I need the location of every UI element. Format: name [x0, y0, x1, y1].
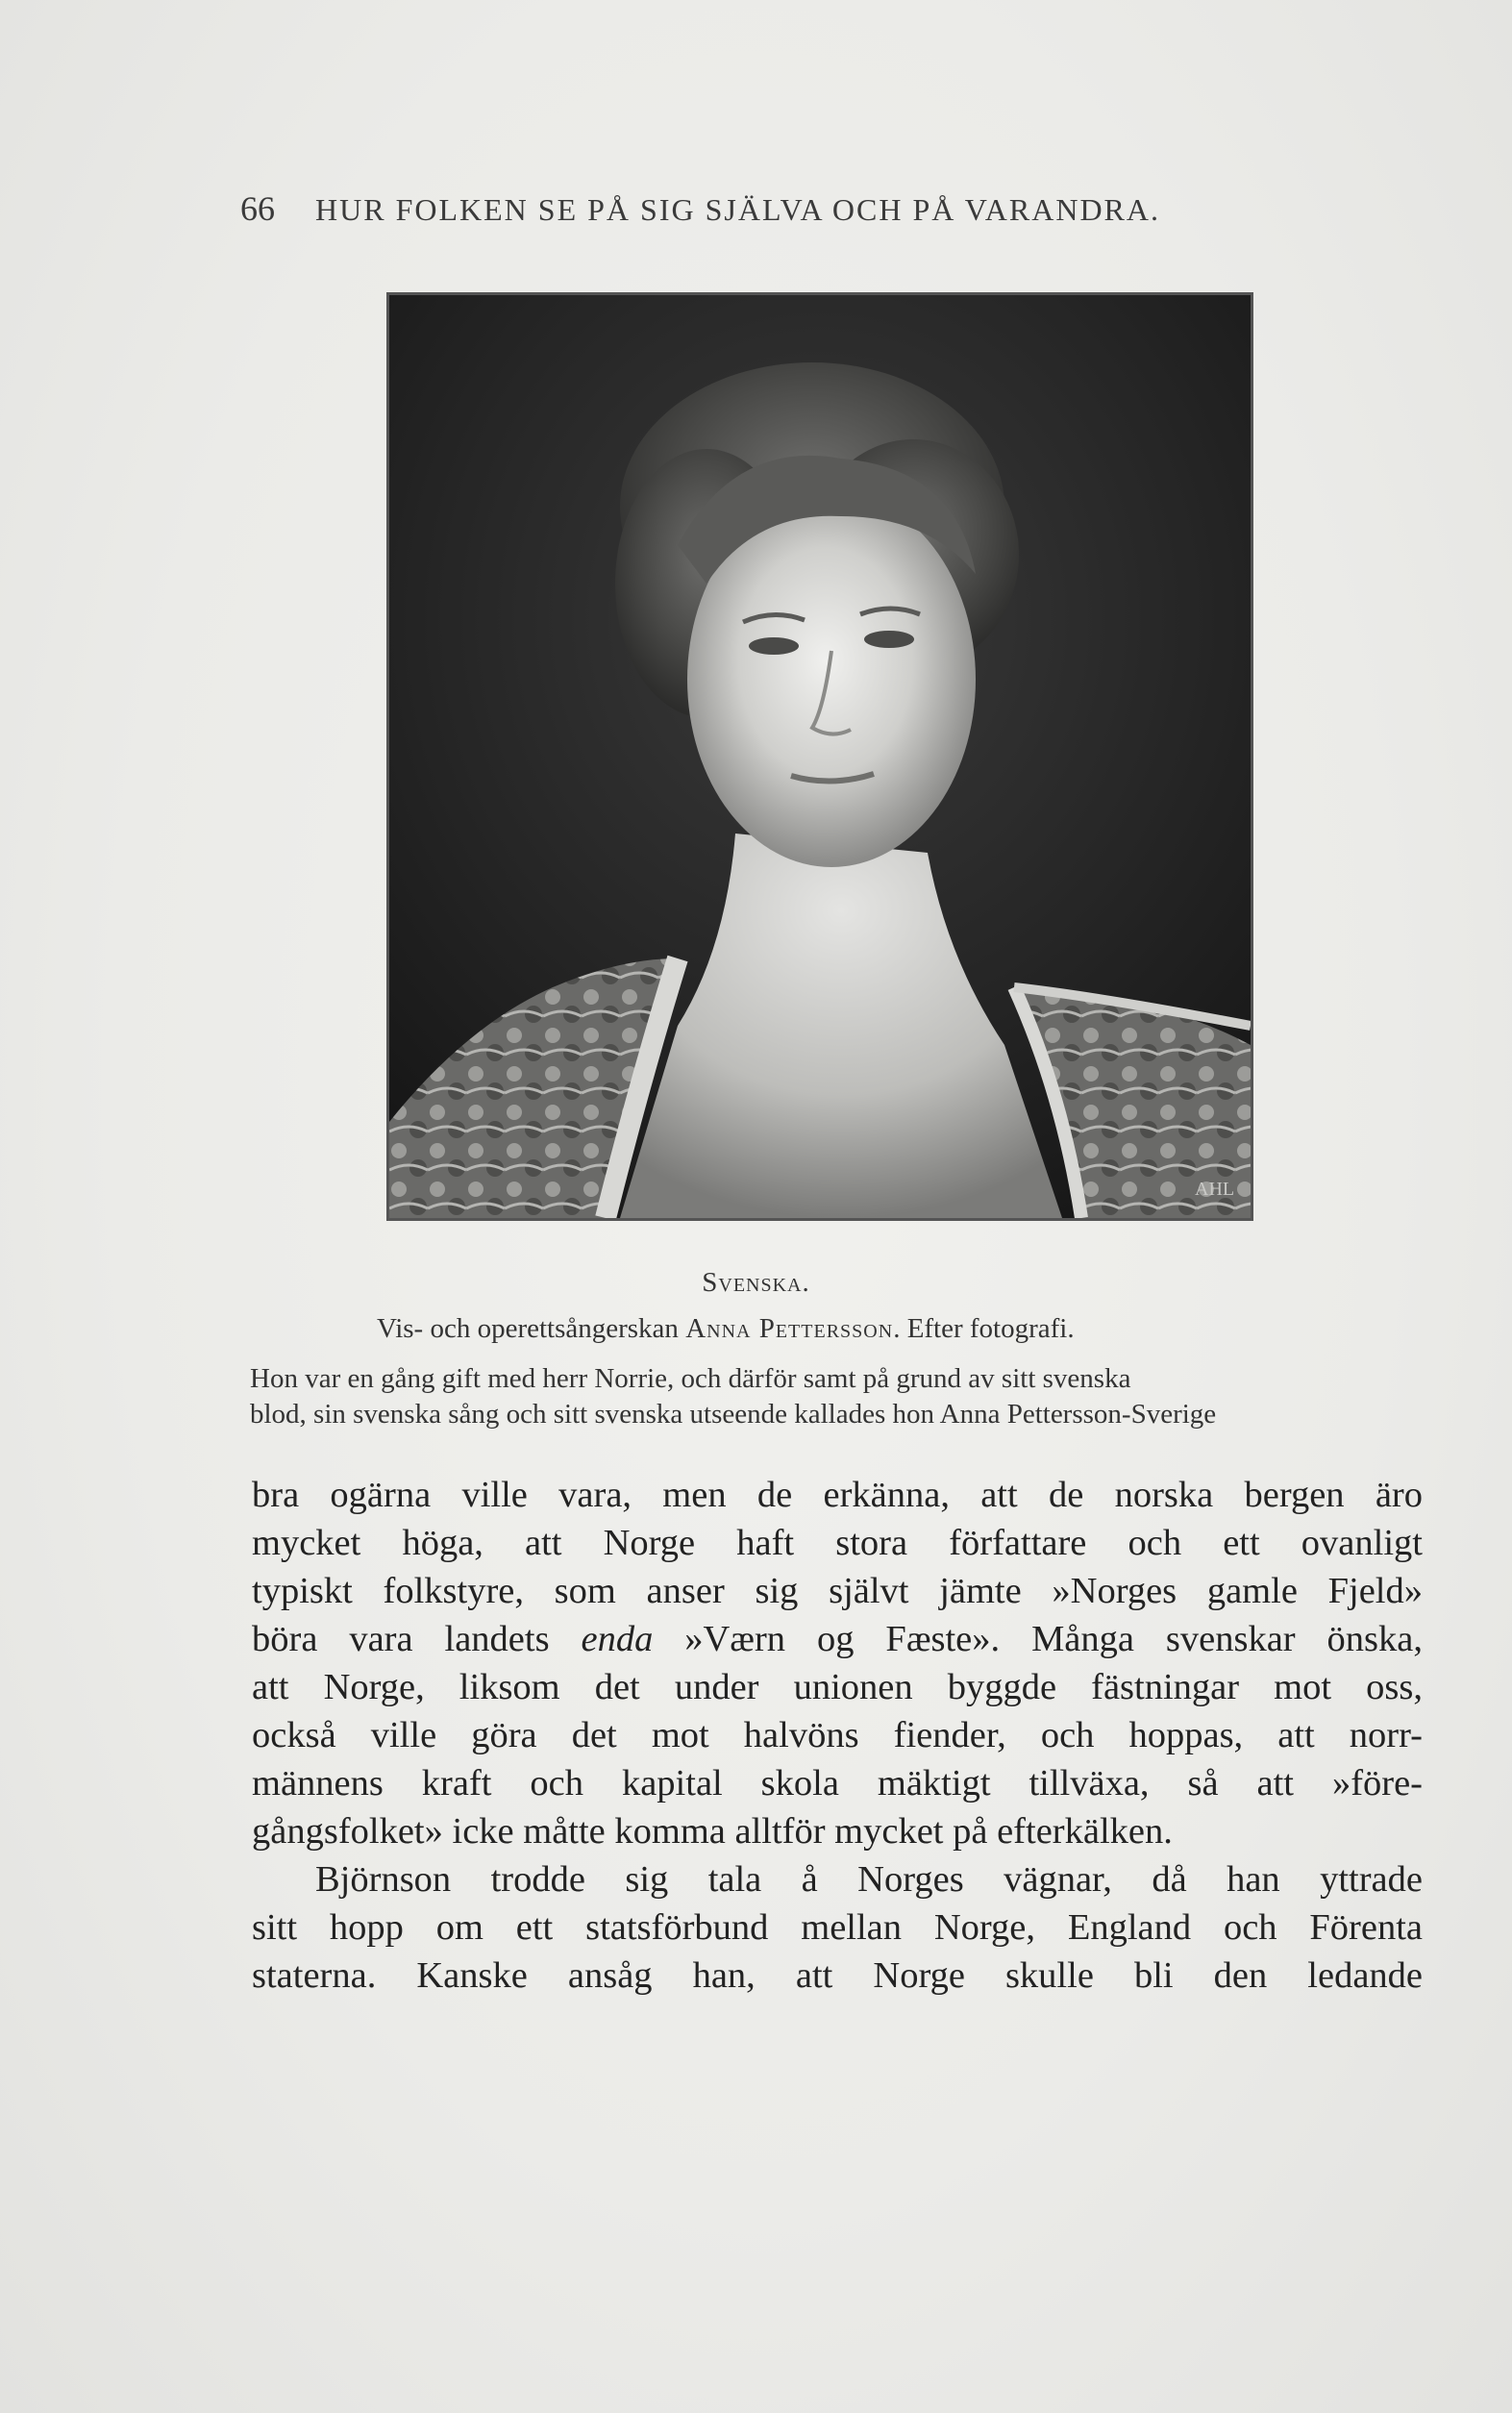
portrait-photograph — [386, 292, 1253, 1221]
caption-credit-post: . Efter fotografi. — [893, 1313, 1075, 1344]
body-line-11: staterna. Kanske ansåg han, att Norge skulle bli den ledande — [252, 1955, 1423, 1996]
photographer-monogram: AHL — [1195, 1179, 1235, 1200]
body-line-4-emphasis: enda — [581, 1619, 654, 1659]
body-line-6: också ville göra det mot halvöns fiender, och hoppas, att norr- — [252, 1715, 1423, 1755]
body-line-4-post: »Værn og Fæste». Många svenskar önska, — [653, 1619, 1423, 1659]
body-line-5: att Norge, liksom det under unionen byggde fästningar mot oss, — [252, 1667, 1423, 1707]
body-line-7: männens kraft och kapital skola mäktigt tillväxa, så att »före- — [252, 1763, 1423, 1804]
portrait-image — [389, 295, 1251, 1218]
figure-caption-note-line-2: blod, sin svenska sång och sitt svenska utseende kallades hon Anna Pettersson-Sverige — [250, 1399, 1217, 1430]
body-text — [252, 1471, 1423, 2000]
body-line-10: sitt hopp om ett statsförbund mellan Norge, England och Förenta — [252, 1907, 1423, 1948]
body-line-2: mycket höga, att Norge haft stora författare och ett ovanligt — [252, 1523, 1423, 1563]
running-title: HUR FOLKEN SE PÅ SIG SJÄLVA OCH PÅ VARANDRA. — [315, 192, 1160, 227]
caption-credit-name: Anna Pettersson — [685, 1313, 894, 1344]
figure-caption-title: Svenska. — [702, 1267, 810, 1298]
body-line-3: typiskt folkstyre, som anser sig självt jämte »Norges gamle Fjeld» — [252, 1571, 1423, 1611]
figure-caption-credit — [377, 1313, 1075, 1345]
body-line-4 — [252, 1615, 1423, 1663]
figure-caption-note-line-1: Hon var en gång gift med herr Norrie, och därför samt på grund av sitt svenska — [250, 1363, 1131, 1394]
body-line-4-pre: böra vara landets — [252, 1619, 582, 1659]
running-header — [240, 188, 1298, 236]
body-line-9: Björnson trodde sig tala å Norges vägnar, då han yttrade — [315, 1859, 1423, 1900]
body-line-8: gångsfolket» icke måtte komma alltför mycket på efterkälken. — [252, 1811, 1173, 1852]
page-number: 66 — [240, 189, 275, 228]
caption-credit-pre: Vis- och operettsångerskan — [377, 1313, 686, 1344]
body-line-1: bra ogärna ville vara, men de erkänna, att de norska bergen äro — [252, 1475, 1423, 1515]
